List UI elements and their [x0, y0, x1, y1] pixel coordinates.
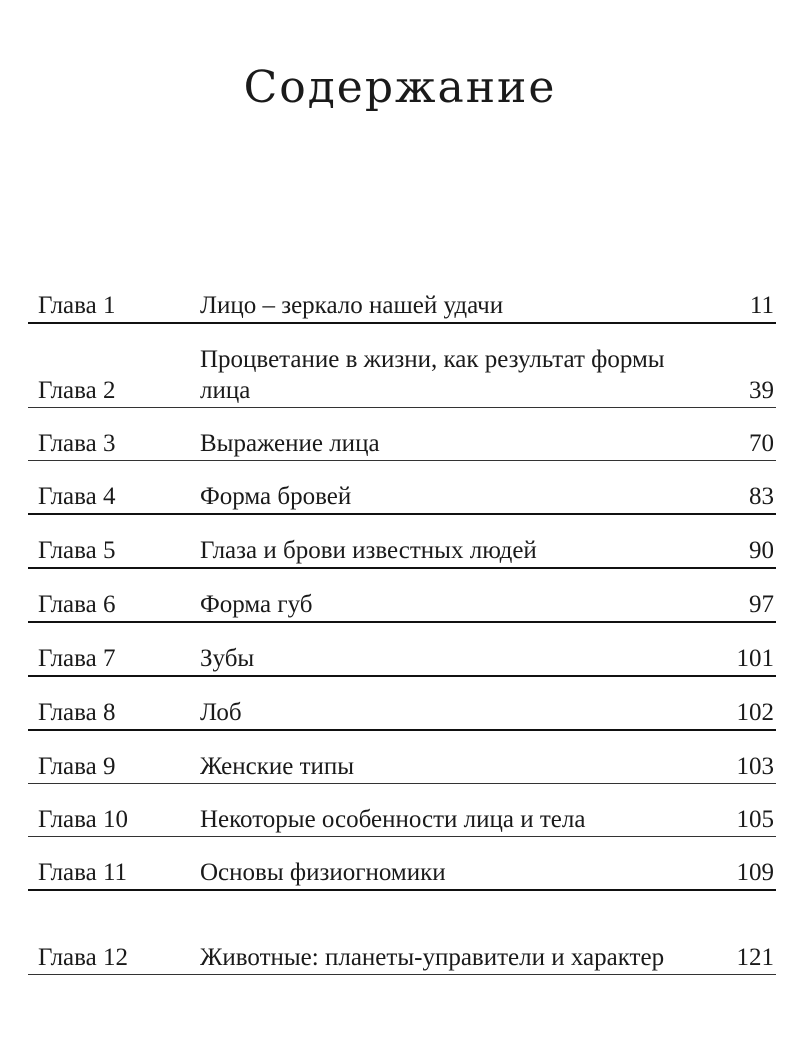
toc-row: [28, 569, 776, 623]
toc-row: [28, 270, 776, 324]
chapter-title: Процветание в жизни, как результат формы лица: [200, 346, 665, 404]
page-number: 39: [749, 377, 774, 404]
chapter-title: Зубы: [200, 645, 255, 672]
chapter-number: Глава 6: [38, 591, 116, 618]
chapter-number: Глава 8: [38, 699, 116, 726]
page-title: Содержание: [243, 62, 557, 113]
toc-row: [28, 731, 776, 784]
chapter-number: Глава 1: [38, 292, 116, 319]
chapter-title: Некоторые особенности лица и тела: [200, 806, 586, 833]
chapter-title: Форма бровей: [200, 483, 352, 510]
chapter-title: Глаза и брови известных людей: [200, 537, 537, 564]
toc-row: [28, 408, 776, 461]
chapter-number: Глава 7: [38, 645, 116, 672]
page-number: 83: [749, 483, 774, 510]
chapter-title: Животные: планеты-управители и характер: [200, 944, 665, 971]
toc-row: [28, 515, 776, 569]
chapter-number: Глава 11: [38, 859, 128, 886]
toc-row: [28, 324, 776, 408]
chapter-number: Глава 10: [38, 806, 128, 833]
toc-row: [28, 623, 776, 677]
toc-row: [28, 784, 776, 837]
chapter-title: Лицо – зеркало нашей удачи: [200, 292, 504, 319]
chapter-title: Основы физиогномики: [200, 859, 446, 886]
page-number: 105: [736, 806, 774, 833]
toc-row: [28, 677, 776, 731]
page-number: 102: [736, 699, 774, 726]
chapter-number: Глава 4: [38, 483, 116, 510]
chapter-title: Лоб: [200, 699, 242, 726]
page-number: 70: [749, 430, 774, 457]
page-number: 97: [749, 591, 774, 618]
chapter-number: Глава 5: [38, 537, 116, 564]
page-number: 101: [736, 645, 774, 672]
page-number: 121: [736, 944, 774, 971]
chapter-number: Глава 12: [38, 944, 128, 971]
chapter-title: Женские типы: [200, 753, 355, 780]
toc-row: [28, 461, 776, 515]
chapter-number: Глава 9: [38, 753, 116, 780]
table-of-contents: [28, 270, 776, 975]
page-number: 109: [736, 859, 774, 886]
chapter-number: Глава 3: [38, 430, 116, 457]
toc-row: [28, 891, 776, 975]
page-number: 90: [749, 537, 774, 564]
page-number: 11: [749, 292, 774, 319]
chapter-title: Выражение лица: [200, 430, 380, 457]
chapter-number: Глава 2: [38, 377, 116, 404]
chapter-title: Форма губ: [200, 591, 313, 618]
toc-row: [28, 837, 776, 891]
page-number: 103: [736, 753, 774, 780]
